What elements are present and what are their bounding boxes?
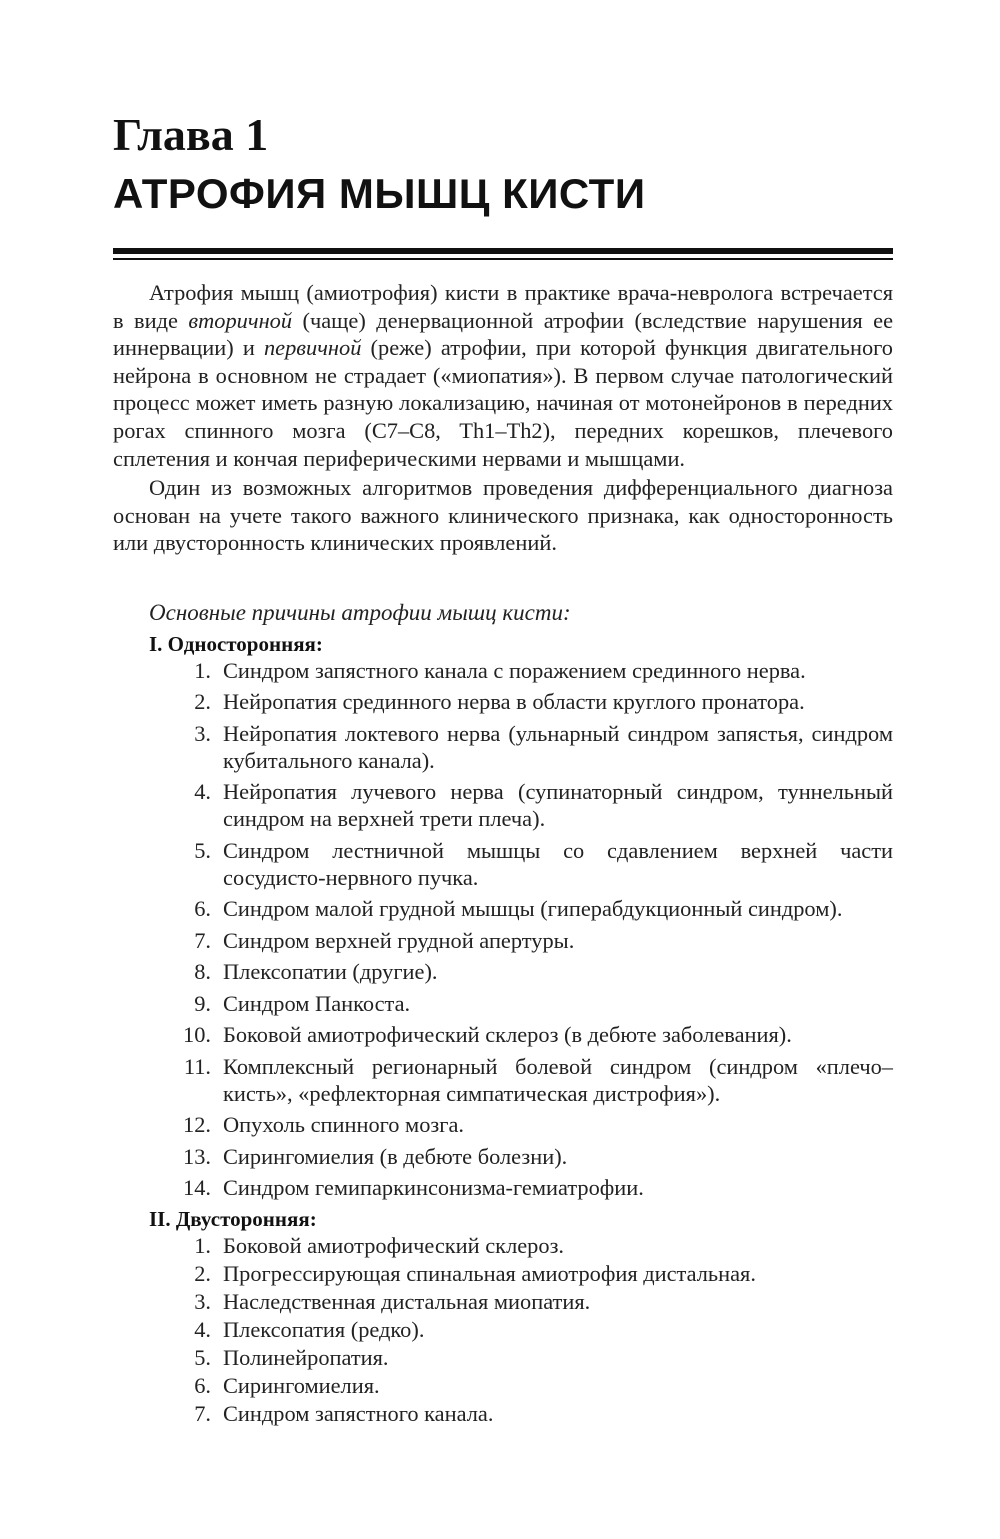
list-item: [113, 688, 893, 715]
list-item: [113, 1372, 893, 1399]
list-item-text: Полинейропатия.: [223, 1344, 389, 1370]
list-item-number: 5.: [194, 837, 211, 863]
list-item: [113, 837, 893, 891]
emphasis-secondary: вторичной: [188, 307, 293, 333]
list-item: [113, 895, 893, 922]
list-item-number: 5.: [194, 1344, 211, 1370]
intro-paragraph-1: [113, 279, 893, 472]
list-item-text: Сирингомиелия.: [223, 1372, 380, 1398]
list-item-number: 10.: [183, 1022, 211, 1048]
list-item-number: 4.: [194, 1316, 211, 1342]
list-item-number: 9.: [194, 990, 211, 1016]
list-item-number: 6.: [194, 896, 211, 922]
list-item-text: Синдром лестничной мышцы со сдавлением верхней части сосудисто-нервного пучка.: [223, 837, 893, 890]
list-item-number: 12.: [183, 1112, 211, 1138]
list-item: [113, 1344, 893, 1371]
list-item: [113, 1232, 893, 1259]
emphasis-primary: первичной: [263, 335, 362, 361]
list-item-text: Боковой амиотрофический склероз (в дебюте заболевания).: [223, 1022, 792, 1048]
list-item-text: Синдром запястного канала.: [223, 1400, 494, 1426]
list-item-text: Нейропатия локтевого нерва (ульнарный синдром запястья, синдром кубитального канала).: [223, 720, 893, 773]
bilateral-heading: II. Двусторонняя:: [149, 1206, 317, 1231]
unilateral-heading: I. Односторонняя:: [149, 631, 323, 656]
list-item: [113, 1053, 893, 1107]
list-item-text: Нейропатия срединного нерва в области круглого пронатора.: [223, 689, 805, 715]
causes-heading: Основные причины атрофии мышц кисти:: [149, 599, 571, 625]
list-item-text: Синдром запястного канала с поражением срединного нерва.: [223, 657, 806, 683]
list-item-text: Комплексный регионарный болевой синдром (синдром «плечо–кисть», «рефлекторная симпатическая дистрофия»).: [223, 1053, 893, 1106]
title-rule-thin: [113, 258, 893, 260]
intro-p1-start: Атрофия мышц (амиотрофия) кисти в практике врача-невролога встречается в виде: [113, 280, 893, 333]
list-item-number: 7.: [194, 1400, 211, 1426]
list-item: [113, 1174, 893, 1201]
list-item-text: Нейропатия лучевого нерва (супинаторный синдром, туннельный синдром на верхней трети плеча).: [223, 779, 893, 832]
list-item-text: Прогрессирующая спинальная амиотрофия дистальная.: [223, 1260, 756, 1286]
list-item: [113, 778, 893, 832]
list-item-text: Синдром верхней грудной апертуры.: [223, 927, 575, 953]
list-item-number: 3.: [194, 720, 211, 746]
list-item-text: Сирингомиелия (в дебюте болезни).: [223, 1143, 568, 1169]
list-item-text: Синдром Панкоста.: [223, 990, 411, 1016]
list-item-number: 13.: [183, 1143, 211, 1169]
list-item-text: Синдром малой грудной мышцы (гиперабдукционный синдром).: [223, 896, 843, 922]
list-item-number: 3.: [194, 1288, 211, 1314]
list-item-text: Синдром гемипаркинсонизма-гемиатрофии.: [223, 1175, 644, 1201]
intro-p1-end: (реже) атрофии, при которой функция двигательного нейрона в основном не страдает («миопатия»). В первом случае патологический процесс может иметь разную локализацию, начиная от мотонейронов в передних рогах спинного мозга (C7–C8, Th1–Th2), передних корешков, плечевого сплетения и кончая периферическими нервами и мышцами.: [113, 335, 893, 471]
list-item-number: 1.: [194, 1232, 211, 1258]
list-item: [113, 1260, 893, 1287]
list-item: [113, 1111, 893, 1138]
list-item-number: 4.: [194, 779, 211, 805]
document-page: [113, 106, 893, 1428]
list-item: [113, 657, 893, 684]
chapter-title: АТРОФИЯ МЫШЦ КИСТИ: [113, 170, 646, 217]
list-item: [113, 1400, 893, 1427]
list-item-number: 6.: [194, 1372, 211, 1398]
list-item-text: Боковой амиотрофический склероз.: [223, 1232, 565, 1258]
list-item-number: 14.: [183, 1175, 211, 1201]
title-rule-thick: [113, 248, 893, 254]
list-item-text: Плексопатия (редко).: [223, 1316, 425, 1342]
list-item: [113, 1288, 893, 1315]
intro-paragraph-2: Один из возможных алгоритмов проведения дифференциального диагноза основан на учете такого важного клинического признака, как односторонность или двусторонность клинических проявлений.: [113, 475, 893, 556]
list-item: [113, 720, 893, 774]
intro-p1-mid: (чаще) денервационной атрофии (вследствие нарушения ее иннервации) и: [113, 307, 894, 361]
list-item: [113, 958, 893, 985]
list-item-text: Наследственная дистальная миопатия.: [223, 1288, 591, 1314]
list-item-number: 1.: [194, 657, 211, 683]
list-item-text: Опухоль спинного мозга.: [223, 1112, 464, 1138]
list-item-number: 7.: [194, 927, 211, 953]
list-item-number: 11.: [183, 1053, 211, 1079]
list-item: [113, 1143, 893, 1170]
chapter-number: Глава 1: [113, 109, 269, 160]
list-item-text: Плексопатии (другие).: [223, 959, 438, 985]
list-item: [113, 927, 893, 954]
list-item: [113, 990, 893, 1017]
list-item: [113, 1021, 893, 1048]
bilateral-causes-list: [113, 1232, 893, 1427]
list-item: [113, 1316, 893, 1343]
list-item-number: 2.: [194, 1260, 211, 1286]
list-item-number: 8.: [194, 959, 211, 985]
unilateral-causes-list: [113, 657, 893, 1202]
list-item-number: 2.: [194, 689, 211, 715]
